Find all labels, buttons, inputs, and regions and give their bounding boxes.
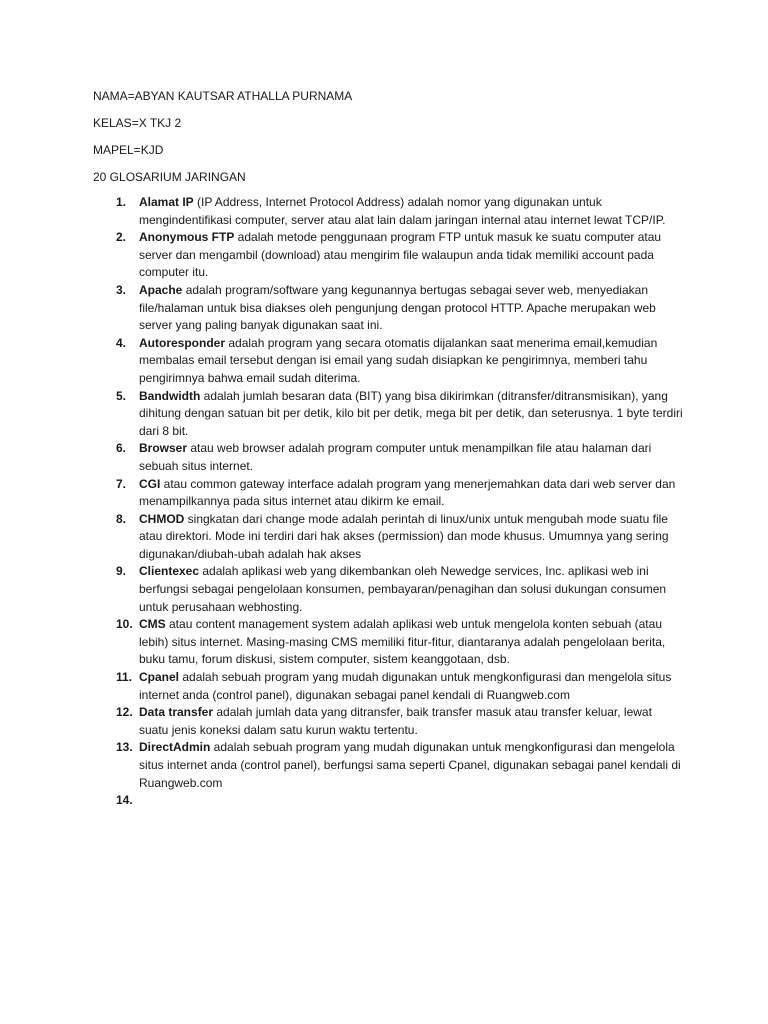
glossary-item [93, 194, 683, 229]
item-number: 10. [116, 617, 133, 632]
item-number: 8. [116, 511, 127, 526]
item-term: CMS [139, 617, 166, 632]
glossary-item [93, 616, 683, 669]
item-number: 9. [116, 564, 127, 579]
item-definition: atau common gateway interface adalah program yang menerjemahkan data dari web server dan menampilkannya pada situs internet atau dikirm ke email. [139, 476, 676, 509]
item-definition: adalah aplikasi web yang dikembankan oleh Newedge services, Inc. aplikasi web ini berfungsi sebagai pengelolaan konsumen, pembayaran/penagihan dan solusi dukungan consumen untuk perusahaan webhosting. [139, 564, 667, 614]
glossary-item [93, 669, 683, 704]
item-term: Bandwidth [139, 388, 201, 403]
item-number: 4. [116, 335, 127, 350]
item-definition: adalah program/software yang kegunannya bertugas sebagai sever web, menyediakan file/halaman untuk bisa diakses oleh pengunjung dengan protocol HTTP. Apache merupakan web server yang paling banyak digunakan saat ini. [139, 282, 656, 333]
item-definition: adalah metode penggunaan program FTP untuk masuk ke suatu computer atau server dan mengambil (download) atau mengirim file walaupun anda tidak memiliki account pada computer itu. [139, 230, 662, 280]
item-definition: adalah jumlah besaran data (BIT) yang bisa dikirimkan (ditransfer/ditransmisikan), yang dihitung dengan satuan bit per detik, kilo bit per detik, mega bit per detik, dan seterusnya. 1 byte terdiri dari 8 bit. [139, 388, 683, 438]
student-class: KELAS=X TKJ 2 [93, 116, 182, 130]
item-definition: atau web browser adalah program computer untuk menampilkan file atau halaman dari sebuah situs internet. [139, 441, 652, 473]
glossary-item [93, 282, 683, 335]
item-term: Alamat IP [139, 195, 194, 209]
item-definition: (IP Address, Internet Protocol Address) adalah nomor yang digunakan untuk mengindentifikasi computer, server atau alat lain dalam jaringan internal atau internet lewat TCP/IP. [139, 195, 666, 227]
item-definition: adalah program yang secara otomatis dijalankan saat menerima email,kemudian membalas email tersebut dengan isi email yang sudah disiapkan ke pengirimnya, memberi tahu pengirimnya bahwa email sudah diterima. [139, 335, 658, 385]
item-number: 1. [116, 195, 127, 209]
item-number: 6. [116, 441, 127, 456]
item-definition: adalah sebuah program yang mudah digunakan untuk mengkonfigurasi dan mengelola situs internet anda (control panel), digunakan sebagai panel kendali di Ruangweb.com [139, 670, 672, 702]
item-term: Autoresponder [139, 335, 226, 350]
item-term: Data transfer [139, 705, 214, 720]
item-definition: adalah sebuah program yang mudah digunakan untuk mengkonfigurasi dan mengelola situs internet anda (control panel), berfungsi sama seperti Cpanel, digunakan sebagai panel kendali di Ruangweb.com [139, 740, 681, 790]
subject: MAPEL=KJD [93, 143, 164, 157]
glossary-item [93, 792, 683, 810]
glossary-item [93, 563, 683, 616]
item-term: Anonymous FTP [139, 230, 235, 245]
item-number: 14. [116, 793, 133, 808]
glossary-item [93, 335, 683, 388]
glossary-item [93, 739, 683, 792]
item-term: CHMOD [139, 511, 185, 526]
item-number: 13. [116, 740, 133, 755]
document-body [93, 88, 683, 810]
glossary-item [93, 704, 683, 739]
glossary-item [93, 229, 683, 282]
item-term: DirectAdmin [139, 740, 211, 755]
item-definition: atau content management system adalah aplikasi web untuk mengelola konten sebuah (atau lebih) situs internet. Masing-masing CMS memiliki fitur-fitur, diantaranya adalah pengelolaan berita, buku tamu, forum diskusi, sistem computer, sistem keanggotaan, dsb. [139, 617, 666, 667]
item-definition: adalah jumlah data yang ditransfer, baik transfer masuk atau transfer keluar, lewat suatu jenis koneksi dalam satu kurun waktu tertentu. [139, 705, 652, 737]
item-number: 12. [116, 705, 133, 720]
glossary-item [93, 388, 683, 441]
item-number: 7. [116, 476, 127, 491]
item-definition: singkatan dari change mode adalah perintah di linux/unix untuk mengubah mode suatu file atau direktori. Mode ini terdiri dari hak akses (permission) dan mode khusus. Umumnya yang sering digunakan/diubah-ubah adalah hak akses [139, 511, 669, 561]
document-title: 20 GLOSARIUM JARINGAN [93, 170, 246, 184]
item-term: Cpanel [139, 670, 180, 685]
item-number: 3. [116, 282, 127, 297]
item-term: Browser [139, 441, 188, 456]
glossary-item [93, 440, 683, 475]
item-number: 11. [116, 670, 133, 685]
item-number: 2. [116, 230, 127, 245]
glossary-item [93, 476, 683, 511]
item-number: 5. [116, 388, 127, 403]
item-term: Clientexec [139, 564, 200, 579]
item-term: Apache [139, 282, 183, 297]
glossary-list [93, 194, 683, 810]
student-name: NAMA=ABYAN KAUTSAR ATHALLA PURNAMA [93, 89, 353, 103]
glossary-item [93, 511, 683, 564]
item-term: CGI [139, 476, 161, 491]
